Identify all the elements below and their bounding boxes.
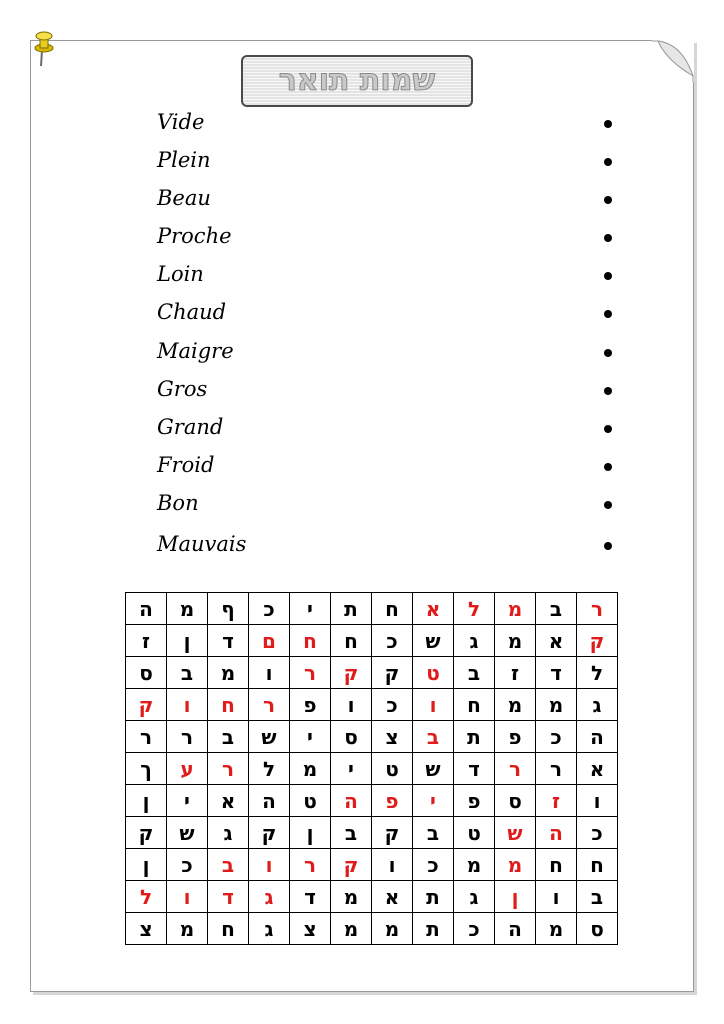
page-title: שמות תואר [278, 63, 436, 98]
grid-cell-highlighted: ה [536, 817, 577, 849]
grid-cell: כ [372, 689, 413, 721]
grid-cell: ב [208, 721, 249, 753]
grid-cell-highlighted: ב [413, 721, 454, 753]
grid-cell: ח [331, 625, 372, 657]
bullet-icon [604, 501, 612, 509]
grid-cell: י [290, 593, 331, 625]
grid-cell: ל [577, 657, 618, 689]
grid-cell-highlighted: ט [413, 657, 454, 689]
grid-cell: ח [577, 849, 618, 881]
grid-cell: כ [536, 721, 577, 753]
french-word: Vide [157, 110, 205, 134]
grid-cell: מ [167, 593, 208, 625]
grid-cell: ט [372, 753, 413, 785]
grid-cell-highlighted: ד [208, 881, 249, 913]
bullet-icon [604, 425, 612, 433]
grid-cell: כ [167, 849, 208, 881]
grid-cell: ו [577, 785, 618, 817]
grid-cell: פ [495, 721, 536, 753]
french-word: Froid [157, 453, 215, 477]
grid-cell: ב [413, 817, 454, 849]
grid-cell: מ [495, 689, 536, 721]
page-curl-corner [652, 40, 694, 82]
grid-cell: מ [290, 753, 331, 785]
grid-row [126, 785, 618, 817]
grid-cell: צ [126, 913, 167, 945]
grid-row [126, 817, 618, 849]
grid-cell: ט [454, 817, 495, 849]
grid-cell-highlighted: מ [495, 593, 536, 625]
grid-cell-highlighted: ה [331, 785, 372, 817]
bullet-icon [604, 349, 612, 357]
bullet-icon [604, 310, 612, 318]
grid-row [126, 721, 618, 753]
grid-cell: מ [331, 881, 372, 913]
grid-cell-highlighted: ש [495, 817, 536, 849]
bullet-icon [604, 463, 612, 471]
grid-cell: ה [249, 785, 290, 817]
grid-cell: ק [372, 657, 413, 689]
french-word: Gros [157, 377, 208, 401]
bullet-icon [604, 158, 612, 166]
grid-cell: ט [290, 785, 331, 817]
title-banner [241, 55, 473, 107]
grid-cell-highlighted: ע [167, 753, 208, 785]
grid-row [126, 657, 618, 689]
grid-cell: ד [454, 753, 495, 785]
grid-cell: ק [372, 817, 413, 849]
grid-cell: ק [126, 817, 167, 849]
grid-cell-highlighted: ק [331, 849, 372, 881]
grid-cell: ן [290, 817, 331, 849]
bullet-icon [604, 272, 612, 280]
grid-cell: ת [454, 721, 495, 753]
grid-cell: ש [413, 625, 454, 657]
grid-cell: ת [413, 913, 454, 945]
grid-cell: ג [454, 881, 495, 913]
grid-cell-highlighted: ק [126, 689, 167, 721]
grid-cell: א [372, 881, 413, 913]
grid-cell-highlighted: פ [372, 785, 413, 817]
grid-cell: ו [536, 881, 577, 913]
grid-cell: כ [577, 817, 618, 849]
bullet-icon [604, 234, 612, 242]
grid-row [126, 849, 618, 881]
grid-cell-highlighted: ב [208, 849, 249, 881]
grid-cell: ה [577, 721, 618, 753]
grid-cell: ג [249, 913, 290, 945]
grid-cell-highlighted: מ [495, 849, 536, 881]
word-search-grid [125, 592, 618, 945]
grid-cell: ף [208, 593, 249, 625]
grid-cell: ח [372, 593, 413, 625]
grid-cell: ס [577, 913, 618, 945]
grid-cell-highlighted: ר [208, 753, 249, 785]
grid-cell-highlighted: ר [577, 593, 618, 625]
grid-cell: א [577, 753, 618, 785]
grid-cell: כ [454, 913, 495, 945]
grid-cell: ס [495, 785, 536, 817]
grid-cell: ה [495, 913, 536, 945]
grid-row [126, 913, 618, 945]
bullet-icon [604, 120, 612, 128]
grid-cell-highlighted: ג [249, 881, 290, 913]
grid-cell: ו [249, 657, 290, 689]
grid-cell: ס [331, 721, 372, 753]
grid-cell-highlighted: ז [536, 785, 577, 817]
french-word: Bon [157, 491, 199, 515]
grid-cell: ה [126, 593, 167, 625]
grid-cell-highlighted: ק [331, 657, 372, 689]
grid-cell-highlighted: ל [126, 881, 167, 913]
grid-cell: ז [495, 657, 536, 689]
grid-cell: ן [167, 625, 208, 657]
grid-cell-highlighted: ו [413, 689, 454, 721]
grid-cell: פ [290, 689, 331, 721]
grid-cell: כ [249, 593, 290, 625]
grid-cell: ס [126, 657, 167, 689]
grid-cell: מ [536, 689, 577, 721]
grid-cell: י [290, 721, 331, 753]
grid-cell: מ [536, 913, 577, 945]
grid-cell-highlighted: ם [249, 625, 290, 657]
grid-cell: א [536, 625, 577, 657]
grid-row [126, 881, 618, 913]
grid-cell: מ [454, 849, 495, 881]
grid-cell: ך [126, 753, 167, 785]
grid-cell: ג [454, 625, 495, 657]
bullet-icon [604, 542, 612, 550]
grid-cell-highlighted: ר [290, 849, 331, 881]
grid-cell: ח [208, 913, 249, 945]
grid-cell: ש [249, 721, 290, 753]
grid-cell: ו [331, 689, 372, 721]
grid-row [126, 689, 618, 721]
french-word: Chaud [157, 300, 227, 324]
grid-cell: פ [454, 785, 495, 817]
grid-cell: כ [413, 849, 454, 881]
grid-cell: ת [331, 593, 372, 625]
french-word: Loin [157, 262, 204, 286]
grid-cell: צ [290, 913, 331, 945]
french-word: Proche [157, 224, 232, 248]
grid-cell: ב [331, 817, 372, 849]
grid-cell-highlighted: ר [249, 689, 290, 721]
grid-cell: י [167, 785, 208, 817]
grid-cell-highlighted: ו [167, 881, 208, 913]
grid-cell: ן [126, 785, 167, 817]
grid-cell-highlighted: ן [495, 881, 536, 913]
grid-cell-highlighted: ו [167, 689, 208, 721]
grid-cell: ד [208, 625, 249, 657]
grid-cell: ל [249, 753, 290, 785]
grid-cell-highlighted: ר [495, 753, 536, 785]
grid-cell: ג [208, 817, 249, 849]
french-word: Grand [157, 415, 224, 439]
french-word: Mauvais [157, 532, 247, 556]
grid-cell: ו [372, 849, 413, 881]
grid-cell: ר [167, 721, 208, 753]
grid-cell: ש [413, 753, 454, 785]
grid-cell: א [208, 785, 249, 817]
grid-cell: ג [577, 689, 618, 721]
grid-cell-highlighted: י [413, 785, 454, 817]
bullet-icon [604, 387, 612, 395]
grid-cell: ב [454, 657, 495, 689]
grid-cell: ן [126, 849, 167, 881]
grid-cell: ח [536, 849, 577, 881]
french-word: Beau [157, 186, 211, 210]
grid-cell: ר [536, 753, 577, 785]
grid-cell: ח [454, 689, 495, 721]
grid-cell-highlighted: ר [290, 657, 331, 689]
grid-row [126, 753, 618, 785]
grid-cell: כ [372, 625, 413, 657]
bullet-icon [604, 196, 612, 204]
grid-cell: צ [372, 721, 413, 753]
grid-cell: מ [372, 913, 413, 945]
grid-cell: מ [208, 657, 249, 689]
french-word: Plein [157, 148, 211, 172]
grid-cell-highlighted: ח [208, 689, 249, 721]
grid-cell: ב [167, 657, 208, 689]
pushpin-icon [28, 28, 62, 68]
grid-cell-highlighted: ו [249, 849, 290, 881]
grid-cell: ד [536, 657, 577, 689]
french-word: Maigre [157, 339, 234, 363]
grid-cell: ר [126, 721, 167, 753]
grid-cell: ב [577, 881, 618, 913]
grid-cell-highlighted: א [413, 593, 454, 625]
grid-cell: ש [167, 817, 208, 849]
grid-cell: ק [249, 817, 290, 849]
grid-cell: מ [495, 625, 536, 657]
grid-row [126, 625, 618, 657]
grid-cell: ד [290, 881, 331, 913]
grid-cell: ב [536, 593, 577, 625]
grid-cell: י [331, 753, 372, 785]
grid-cell: ז [126, 625, 167, 657]
grid-cell-highlighted: ק [577, 625, 618, 657]
grid-cell: מ [331, 913, 372, 945]
grid-cell: מ [167, 913, 208, 945]
grid-cell: ת [413, 881, 454, 913]
grid-cell-highlighted: ח [290, 625, 331, 657]
grid-row [126, 593, 618, 625]
grid-cell-highlighted: ל [454, 593, 495, 625]
